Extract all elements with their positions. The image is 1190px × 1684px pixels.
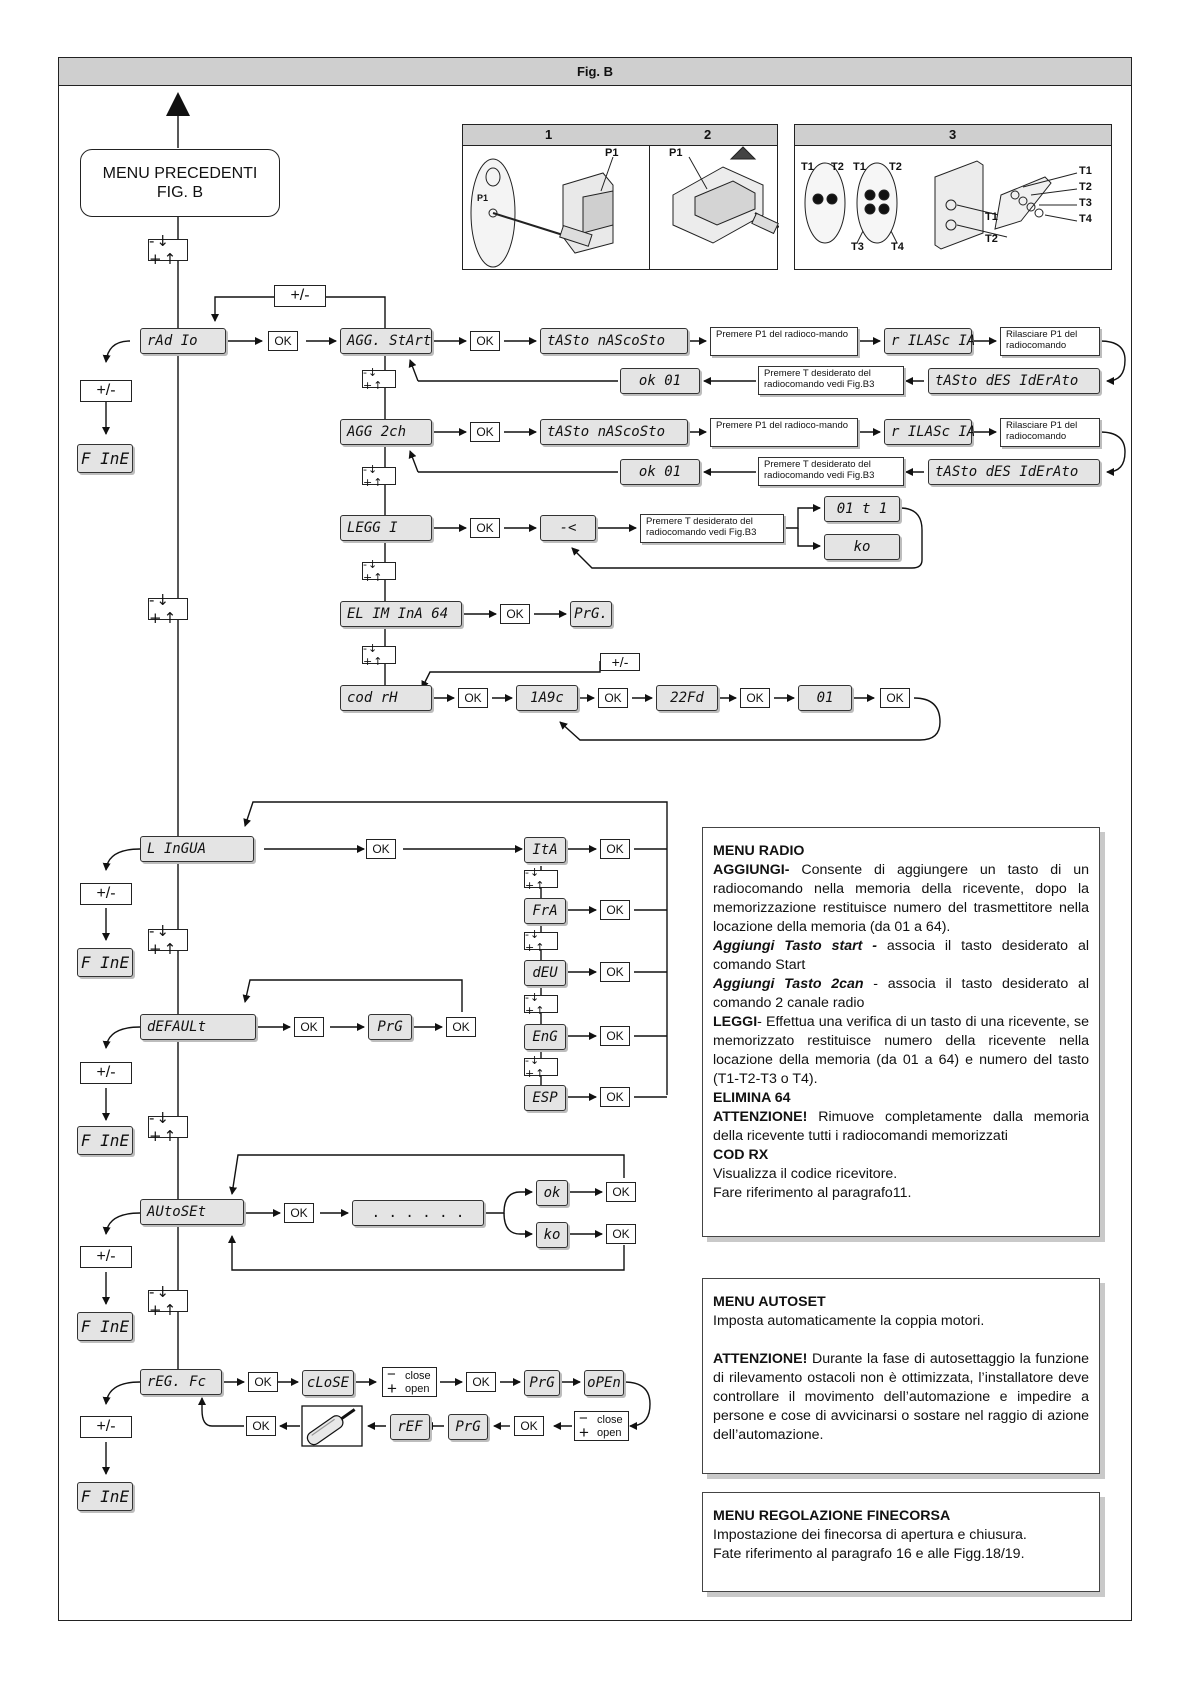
figure-title: Fig. B <box>576 64 614 79</box>
info-title: MENU REGOLAZIONE FINECORSA <box>713 1508 951 1524</box>
remote-illustration-panel-12 <box>462 124 778 270</box>
plus-minus-button[interactable]: +/- <box>600 653 640 671</box>
prg-display: PrG. <box>570 601 612 627</box>
autoset-ko-display: ko <box>536 1222 568 1248</box>
info-label: LEGGI <box>713 1014 758 1030</box>
p1-small-label: P1 <box>477 193 489 203</box>
info-text: Impostazione dei finecorsa di apertura e chiusura. <box>713 1527 1027 1543</box>
remote-illustration-panel-3 <box>794 124 1112 270</box>
t4-label: T4 <box>891 241 904 253</box>
info-label: Aggiungi Tasto start - <box>713 938 877 954</box>
nav-updown-button[interactable]: -↓ +↑ <box>524 1058 558 1076</box>
close-open-buttons[interactable]: − + close open <box>574 1411 629 1441</box>
press-p1-note: Premere P1 del radioco-mando <box>710 327 858 356</box>
t1-label: T1 <box>985 211 998 223</box>
ok-button[interactable]: OK <box>246 1416 276 1436</box>
screwdriver-icon <box>302 1404 362 1447</box>
info-box-menu-finecorsa <box>702 1492 1100 1592</box>
rilascia-display: r ILASc IA <box>884 419 972 445</box>
tasto-nascosto-display: tASto nAScoSto <box>540 328 688 354</box>
close-open-buttons[interactable]: − + close open <box>382 1367 437 1397</box>
info-text: Durante la fase di autosettaggio la funzione di rilevamento ostacoli non è ottimizzata, l’installatore deve controllare il movimento dell’automazione e impedire a persone e cose di avvicinarsi o sostare nel raggio di azione dell’automazione. <box>713 1351 1089 1443</box>
prg-display: PrG <box>448 1414 488 1440</box>
info-box-menu-radio <box>702 827 1100 1237</box>
t1-label: T1 <box>853 161 866 173</box>
press-p1-note: Premere P1 del radioco-mando <box>710 418 858 447</box>
fine-display: F InE <box>77 1482 133 1511</box>
ok-button[interactable]: OK <box>600 1087 630 1107</box>
p1-label: P1 <box>669 147 683 159</box>
language-option-ita[interactable]: ItA <box>524 837 566 863</box>
nav-updown-button[interactable]: -↓ +↑ <box>524 932 558 950</box>
ok-button[interactable]: OK <box>600 962 630 982</box>
panel-3-label: 3 <box>949 127 957 142</box>
receiver-p1-illustration <box>463 125 779 271</box>
previous-menu-box[interactable] <box>80 149 280 217</box>
agg-start-display[interactable]: AGG. StArt <box>340 328 432 354</box>
info-label: ATTENZIONE! <box>713 1109 808 1125</box>
result-01t1-display: 01 t 1 <box>824 496 900 522</box>
close-display: cLoSE <box>302 1370 354 1396</box>
ok-button[interactable]: OK <box>446 1017 476 1037</box>
info-label: AGGIUNGI- <box>713 862 790 878</box>
t1-label: T1 <box>1079 165 1092 177</box>
release-p1-note: Rilasciare P1 del radiocomando <box>1000 327 1100 356</box>
nav-updown-button[interactable]: -↓ +↑ <box>148 929 188 951</box>
panel-2-label: 2 <box>704 127 712 142</box>
language-option-fra[interactable]: FrA <box>524 898 566 924</box>
reg-fc-menu-display[interactable]: rEG. Fc <box>140 1369 222 1395</box>
info-label: Aggiungi Tasto 2can <box>713 976 864 992</box>
plus-minus-button[interactable]: +/- <box>80 380 132 402</box>
fine-display: F InE <box>77 444 133 473</box>
ok01-display: ok 01 <box>620 368 700 394</box>
code-1-display: 1A9c <box>516 685 578 711</box>
previous-menu-fig: FIG. B <box>156 184 204 201</box>
t3-label: T3 <box>851 241 864 253</box>
rilascia-display: r ILASc IA <box>884 328 972 354</box>
nav-updown-button[interactable]: -↓ +↑ <box>524 870 558 888</box>
autoset-progress-display: . . . . . . <box>352 1200 484 1226</box>
radio-menu-display[interactable]: rAd Io <box>140 328 226 354</box>
close-label: close <box>597 1414 623 1426</box>
ok-button[interactable]: OK <box>598 688 628 708</box>
tasto-desiderato-display: tASto dES IdErAto <box>928 459 1100 485</box>
p1-label: P1 <box>605 147 619 159</box>
nav-updown-button[interactable]: -↓ +↑ <box>148 1116 188 1138</box>
agg-2ch-display[interactable]: AGG 2ch <box>340 419 432 445</box>
fine-display: F InE <box>77 948 133 977</box>
nav-updown-button[interactable]: -↓ +↑ <box>362 646 396 664</box>
plus-minus-button[interactable]: +/- <box>80 1246 132 1268</box>
code-3-display: 01 <box>798 685 852 711</box>
info-title: MENU RADIO <box>713 843 805 859</box>
ok-button[interactable]: OK <box>514 1416 544 1436</box>
open-label: open <box>597 1427 622 1439</box>
code-2-display: 22Fd <box>656 685 718 711</box>
ok-button[interactable]: OK <box>248 1372 278 1392</box>
remote-buttons-illustration <box>795 125 1113 271</box>
ok-button[interactable]: OK <box>470 331 500 351</box>
prg-display: PrG <box>368 1014 412 1040</box>
ok-button[interactable]: OK <box>600 900 630 920</box>
press-t-note: Premere T desiderato del radiocomando vedi Fig.B3 <box>640 514 784 543</box>
info-text: Fate riferimento al paragrafo 16 e alle Figg.18/19. <box>713 1546 1025 1562</box>
lingua-menu-display[interactable]: L InGUA <box>140 836 254 862</box>
nav-updown-button[interactable]: -↓ +↑ <box>148 1290 188 1312</box>
tasto-desiderato-display: tASto dES IdErAto <box>928 368 1100 394</box>
open-display: oPEn <box>584 1370 624 1396</box>
press-t-note: Premere T desiderato del radiocomando vedi Fig.B3 <box>758 457 904 486</box>
nav-updown-button[interactable]: -↓ +↑ <box>362 562 396 580</box>
ok-button[interactable]: OK <box>470 518 500 538</box>
info-text: - Effettua una verifica di un tasto di una ricevente, se memorizzato restituisce numero della ricevente nella locazione della memoria (da 01 a 64) e numero del tasto (T1-T2-T3 o T4). <box>713 1014 1089 1087</box>
ref-display: rEF <box>390 1414 430 1440</box>
leggi-display[interactable]: LEGG I <box>340 515 432 541</box>
nav-updown-button[interactable]: -↓ +↑ <box>362 370 396 388</box>
panel-1-label: 1 <box>545 127 553 142</box>
info-label: COD RX <box>713 1147 769 1163</box>
ok-button[interactable]: OK <box>466 1372 496 1392</box>
info-text: Visualizza il codice ricevitore. <box>713 1166 898 1182</box>
ok-button[interactable]: OK <box>880 688 910 708</box>
ok-button[interactable]: OK <box>500 604 530 624</box>
tasto-nascosto-display: tASto nAScoSto <box>540 419 688 445</box>
info-text: Fare riferimento al paragrafo11. <box>713 1185 912 1201</box>
ok-button[interactable]: OK <box>606 1182 636 1202</box>
ok-button[interactable]: OK <box>470 422 500 442</box>
t3-label: T3 <box>1079 197 1092 209</box>
info-text: - associa il tasto desiderato al comando 2 canale radio <box>713 976 1090 1011</box>
t2-label: T2 <box>1079 181 1092 193</box>
nav-updown-button[interactable]: -↓ +↑ <box>362 467 396 485</box>
nav-updown-button[interactable]: -↓ +↑ <box>148 239 188 261</box>
language-option-eng[interactable]: EnG <box>524 1024 566 1050</box>
ok-button[interactable]: OK <box>740 688 770 708</box>
info-text: associa il tasto desiderato al comando Start <box>713 938 1089 973</box>
release-p1-note: Rilasciare P1 del radiocomando <box>1000 418 1100 447</box>
language-option-esp[interactable]: ESP <box>524 1085 566 1111</box>
info-label: ATTENZIONE! <box>713 1351 808 1367</box>
ok-button[interactable]: OK <box>294 1017 324 1037</box>
info-text: Rimuove completamente dalla memoria della ricevente tutti i radiocomandi memorizzati <box>713 1109 1089 1144</box>
press-t-note: Premere T desiderato del radiocomando vedi Fig.B3 <box>758 366 904 395</box>
fine-display: F InE <box>77 1126 133 1155</box>
previous-menu-label: MENU PRECEDENTI <box>102 165 258 182</box>
nav-updown-button[interactable]: -↓ +↑ <box>148 598 188 620</box>
ok-button[interactable]: OK <box>366 839 396 859</box>
ok-button[interactable]: OK <box>606 1224 636 1244</box>
t2-label: T2 <box>985 233 998 245</box>
t4-label: T4 <box>1079 213 1092 225</box>
prg-display: PrG <box>524 1370 560 1396</box>
default-menu-display[interactable]: dEFAULt <box>140 1014 256 1040</box>
ok-button[interactable]: OK <box>458 688 488 708</box>
plus-minus-button[interactable]: +/- <box>274 285 326 307</box>
result-ko-display: ko <box>824 534 900 560</box>
info-label: ELIMINA 64 <box>713 1090 791 1106</box>
t2-label: T2 <box>889 161 902 173</box>
plus-minus-button[interactable]: +/- <box>80 1062 132 1084</box>
ok-button[interactable]: OK <box>284 1203 314 1223</box>
fine-display: F InE <box>77 1312 133 1341</box>
close-label: close <box>405 1370 431 1382</box>
plus-minus-button[interactable]: +/- <box>80 1416 132 1438</box>
info-text: Consente di aggiungere un tasto di un radiocomando nella memoria della ricevente, dopo la memorizzazione restituisce numero del trasmettitore nella locazione della memoria (da 01 a 64). <box>713 862 1089 935</box>
info-text: Imposta automaticamente la coppia motori. <box>713 1313 985 1329</box>
waiting-display: -< <box>540 515 596 541</box>
autoset-ok-display: ok <box>536 1180 568 1206</box>
t1-label: T1 <box>801 161 814 173</box>
info-title: MENU AUTOSET <box>713 1294 826 1310</box>
ok-button[interactable]: OK <box>268 331 298 351</box>
language-option-deu[interactable]: dEU <box>524 960 566 986</box>
info-box-menu-autoset <box>702 1278 1100 1474</box>
cod-rx-display[interactable]: cod rH <box>340 685 432 711</box>
plus-minus-button[interactable]: +/- <box>80 883 132 905</box>
ok-button[interactable]: OK <box>600 839 630 859</box>
nav-updown-button[interactable]: -↓ +↑ <box>524 995 558 1013</box>
ok-button[interactable]: OK <box>600 1026 630 1046</box>
open-label: open <box>405 1383 430 1395</box>
ok01-display: ok 01 <box>620 459 700 485</box>
t2-label: T2 <box>831 161 844 173</box>
elimina-64-display[interactable]: EL IM InA 64 <box>340 601 462 627</box>
autoset-menu-display[interactable]: AUtoSEt <box>140 1199 244 1225</box>
